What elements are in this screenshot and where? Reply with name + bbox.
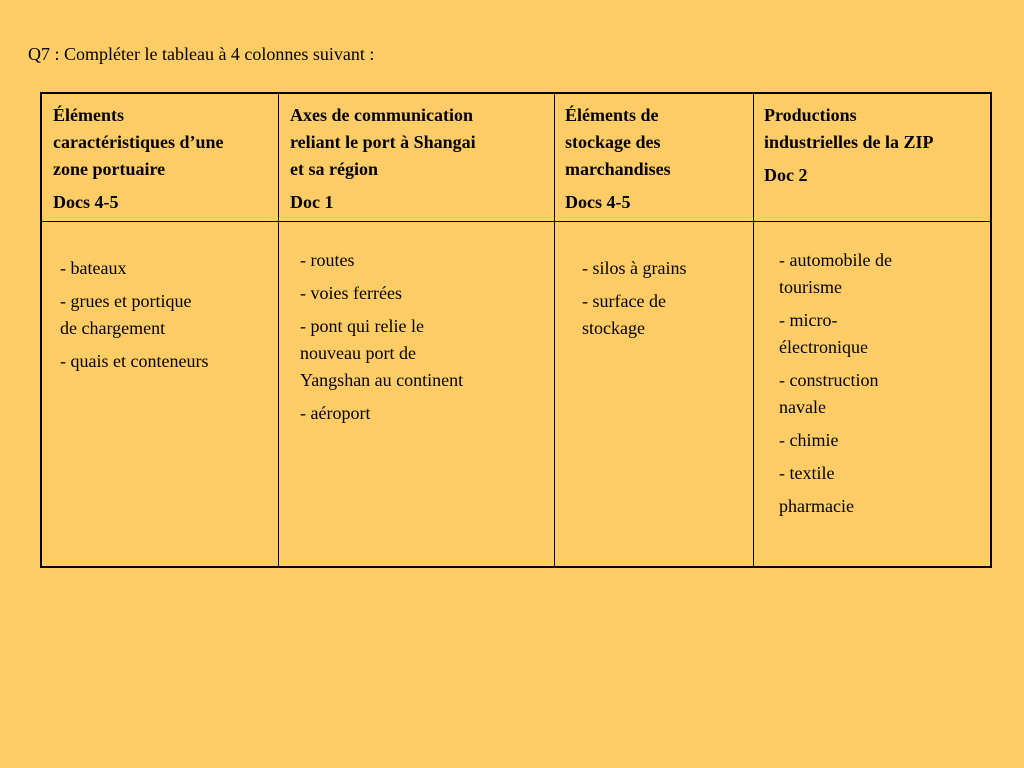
list-item — [582, 255, 686, 282]
header-title-line: stockage des — [565, 132, 661, 152]
list-item-line: - pont qui relie le — [300, 316, 424, 336]
body-cell-elements — [60, 255, 208, 381]
header-title-line: et sa région — [290, 159, 378, 179]
list-item-line: - textile — [779, 463, 835, 483]
header-title-line: zone portuaire — [53, 159, 166, 179]
list-item-line: - routes — [300, 250, 355, 270]
header-title-line: Axes de communication — [290, 105, 473, 125]
list-item — [779, 307, 892, 361]
list-item — [300, 247, 463, 274]
list-item — [582, 288, 686, 342]
column-divider — [278, 94, 279, 566]
list-item — [60, 288, 208, 342]
question-title: Q7 : Compléter le tableau à 4 colonnes suivant : — [28, 44, 375, 64]
list-item-line: de chargement — [60, 318, 166, 338]
list-item — [779, 247, 892, 301]
header-title-line: reliant le port à Shangai — [290, 132, 476, 152]
list-item — [300, 313, 463, 394]
header-divider — [42, 221, 990, 222]
header-cell-axes — [290, 102, 476, 216]
list-item-line: pharmacie — [779, 496, 854, 516]
list-item-line: - silos à grains — [582, 258, 687, 278]
header-cell-productions — [764, 102, 934, 189]
header-doc-ref: Docs 4-5 — [53, 192, 119, 212]
header-doc-ref: Doc 2 — [764, 165, 808, 185]
list-item-line: - micro- — [779, 310, 838, 330]
column-divider — [554, 94, 555, 566]
list-item-line: - surface de — [582, 291, 666, 311]
list-item-line: - bateaux — [60, 258, 127, 278]
header-title-line: caractéristiques d’une — [53, 132, 224, 152]
list-item — [779, 493, 892, 520]
column-divider — [753, 94, 754, 566]
list-item-line: - quais et conteneurs — [60, 351, 209, 371]
header-cell-elements — [53, 102, 223, 216]
list-item — [300, 280, 463, 307]
list-item-line: Yangshan au continent — [300, 370, 464, 390]
list-item-line: stockage — [582, 318, 645, 338]
list-item — [779, 427, 892, 454]
body-cell-stockage — [582, 255, 686, 348]
list-item — [300, 400, 463, 427]
list-item-line: - aéroport — [300, 403, 371, 423]
list-item-line: - automobile de — [779, 250, 892, 270]
header-title-line: Éléments — [53, 105, 124, 125]
list-item — [779, 367, 892, 421]
list-item-line: nouveau port de — [300, 343, 416, 363]
header-title-line: Éléments de — [565, 105, 659, 125]
list-item — [779, 460, 892, 487]
list-item — [60, 348, 208, 375]
header-doc-ref: Docs 4-5 — [565, 192, 631, 212]
list-item-line: tourisme — [779, 277, 842, 297]
body-cell-productions — [779, 247, 892, 526]
list-item — [60, 255, 208, 282]
list-item-line: - chimie — [779, 430, 839, 450]
list-item-line: - grues et portique — [60, 291, 192, 311]
list-item-line: - voies ferrées — [300, 283, 402, 303]
header-title-line: Productions — [764, 105, 857, 125]
list-item-line: navale — [779, 397, 826, 417]
list-item-line: électronique — [779, 337, 868, 357]
body-cell-axes — [300, 247, 463, 433]
header-doc-ref: Doc 1 — [290, 192, 334, 212]
header-title-line: industrielles de la ZIP — [764, 132, 934, 152]
header-cell-stockage — [565, 102, 671, 216]
answer-table — [40, 92, 992, 568]
list-item-line: - construction — [779, 370, 879, 390]
header-title-line: marchandises — [565, 159, 671, 179]
